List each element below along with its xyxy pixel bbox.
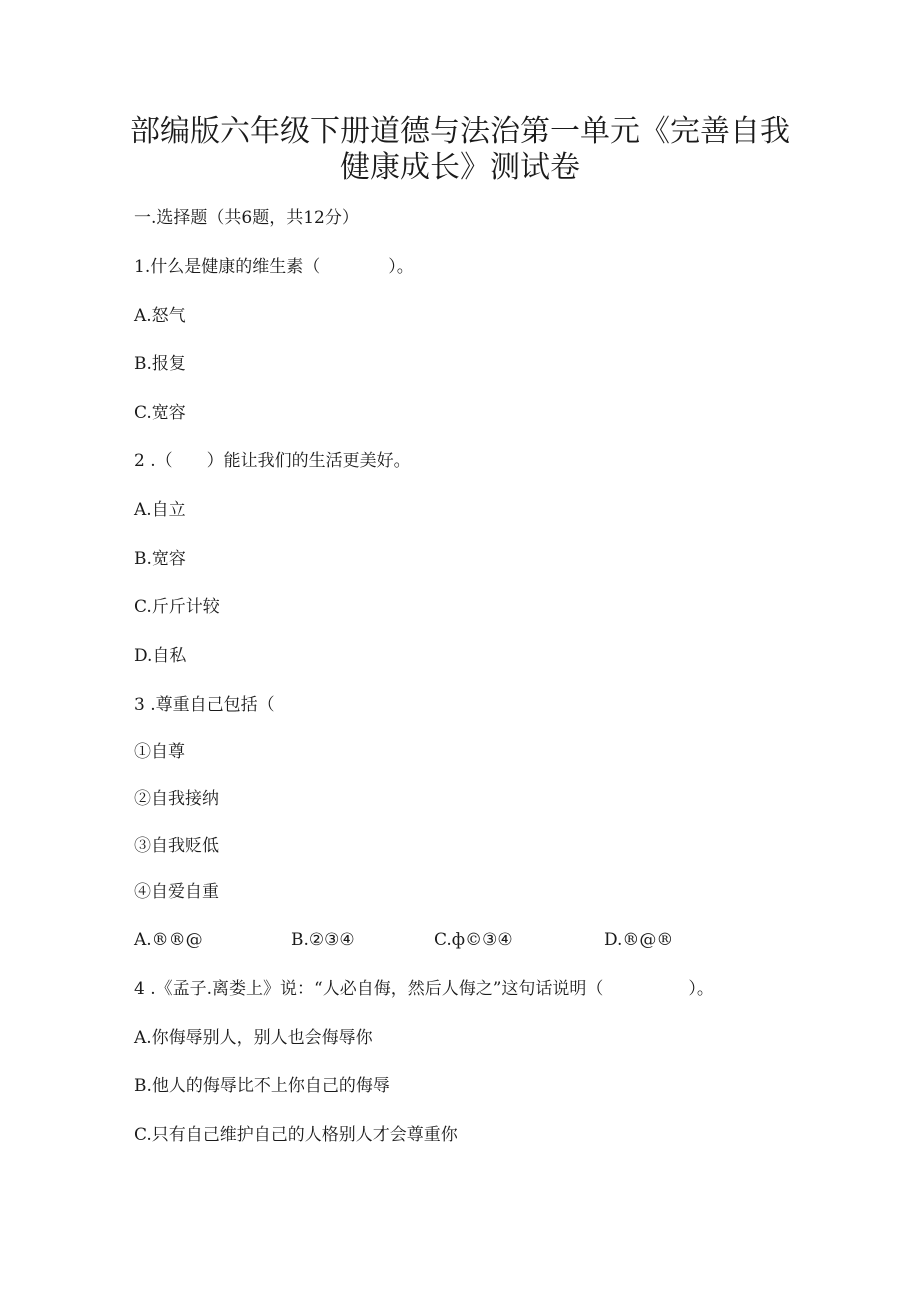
question-4-option-b: B.他人的侮辱比不上你自己的侮辱 xyxy=(134,1076,390,1096)
question-2-stem: 2 .（ ）能让我们的生活更美好。 xyxy=(134,451,411,471)
question-4-stem: 4 .《孟子.离娄上》说：“人必自侮，然后人侮之”这句话说明（ ）。 xyxy=(134,979,714,999)
question-3-item-3: ③自我贬低 xyxy=(134,836,219,856)
section-header: 一.选择题（共6题，共12分） xyxy=(134,208,359,228)
question-3-option-b: B.②③④ xyxy=(291,930,355,950)
question-2-option-b: B.宽容 xyxy=(134,549,186,569)
question-2-option-a: A.自立 xyxy=(134,500,186,520)
question-3-stem: 3 .尊重自己包括（ xyxy=(134,695,275,715)
question-3-option-a: A.®®@ xyxy=(134,930,203,950)
question-2-option-c: C.斤斤计较 xyxy=(134,597,220,617)
question-4-option-a: A.你侮辱别人，别人也会侮辱你 xyxy=(134,1028,373,1048)
question-1-option-b: B.报复 xyxy=(134,354,186,374)
page-title-line-2: 健康成长》测试卷 xyxy=(340,150,580,185)
question-3-item-2: ②自我接纳 xyxy=(134,789,219,809)
question-3-option-c: C.ф©③④ xyxy=(434,930,513,950)
question-4-option-c: C.只有自己维护自己的人格别人才会尊重你 xyxy=(134,1125,458,1145)
question-3-item-1: ①自尊 xyxy=(134,742,185,762)
question-1-option-c: C.宽容 xyxy=(134,403,186,423)
question-1-stem: 1.什么是健康的维生素（ ）。 xyxy=(134,257,414,277)
question-2-option-d: D.自私 xyxy=(134,646,187,666)
question-3-item-4: ④自爱自重 xyxy=(134,882,219,902)
question-3-option-d: D.®@® xyxy=(604,930,674,950)
page-title-line-1: 部编版六年级下册道德与法治第一单元《完善自我 xyxy=(130,114,790,149)
question-1-option-a: A.怒气 xyxy=(134,306,186,326)
